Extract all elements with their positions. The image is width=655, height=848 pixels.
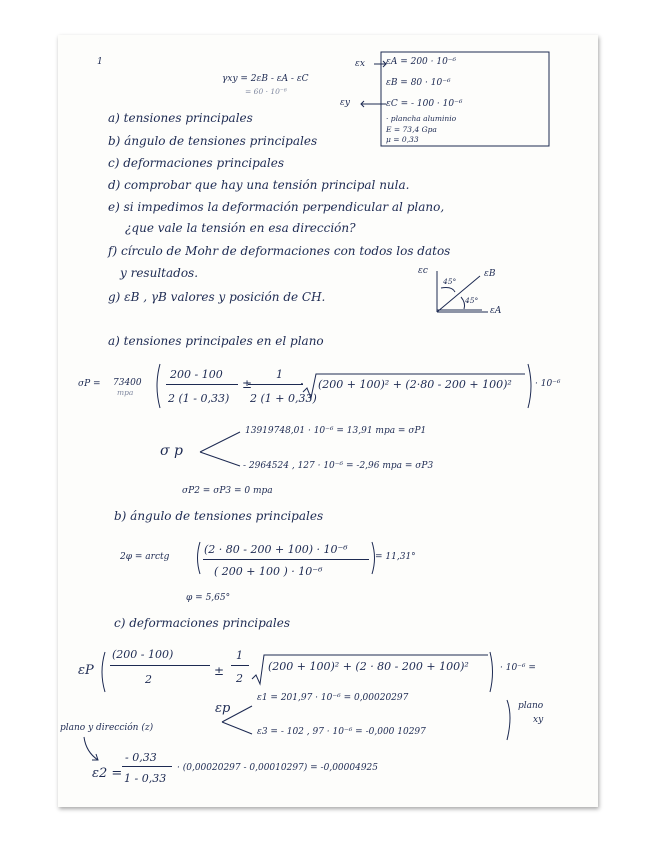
frac-e2-denominator: 1 - 0,33 (124, 772, 167, 785)
ex-label: εx (355, 59, 365, 69)
scale-a: · 10⁻⁶ (535, 379, 561, 389)
frac-c1-denominator: 2 (145, 673, 152, 686)
bracket-open (157, 364, 160, 408)
sigma-p2-result: σP2 = σP3 = 0 mpa (182, 486, 273, 496)
rosette-angle-1: 45° (443, 277, 457, 286)
frac-c1-bar (110, 665, 210, 666)
young-modulus: E = 73,4 Gpa (386, 125, 437, 134)
section-b-heading: b) ángulo de tensiones principales (114, 509, 324, 523)
direction-arrow (84, 737, 98, 760)
eps-2-lhs: ε2 = (92, 766, 123, 781)
eps-p-label: εp (215, 701, 231, 716)
split-up (200, 432, 240, 452)
strain-b-value: εB = 80 · 10⁻⁶ (386, 78, 451, 88)
frac-e2-bar (122, 766, 172, 767)
question-b: b) ángulo de tensiones principales (108, 134, 318, 148)
eps-2-result: · (0,00020297 - 0,00010297) = -0,00004925 (177, 763, 378, 773)
plus-minus: ± (242, 377, 253, 391)
sigma-p3-result: - 2964524 , 127 · 10⁻⁶ = -2,96 mpa = σP3 (243, 461, 434, 471)
frac2-bar (248, 384, 303, 385)
shear-formula: γxy = 2εB - εA - εC (222, 74, 309, 84)
frac2-denominator: 2 (1 + 0,33) (250, 392, 317, 405)
frac-c1-numerator: (200 - 100) (112, 648, 174, 661)
young-unit: mpa (117, 388, 134, 397)
strain-c-value: εC = - 100 · 10⁻⁶ (386, 99, 463, 109)
bracket-close (528, 364, 531, 408)
section-c-heading: c) deformaciones principales (114, 616, 290, 630)
two-phi-lhs: 2φ = arctg (120, 552, 170, 562)
plane-label-xy: xy (533, 715, 544, 725)
question-e-cont: ¿que vale la tensión en esa dirección? (125, 221, 356, 235)
plane-label: plano (518, 701, 544, 711)
rosette-angle-2: 45° (465, 296, 479, 305)
split-down (200, 452, 240, 466)
sqrt-argument-c: (200 + 100)² + (2 · 80 - 200 + 100)² (268, 660, 469, 673)
frac-c2-bar (231, 665, 249, 666)
phi-result: φ = 5,65° (186, 593, 231, 603)
scale-c: · 10⁻⁶ = (500, 663, 536, 673)
direction-label: plano y dirección (z) (60, 723, 154, 733)
rosette-label-a: εA (490, 306, 502, 316)
young-coef: 73400 (113, 378, 142, 388)
sqrt-argument-a: (200 + 100)² + (2·80 - 200 + 100)² (318, 378, 512, 391)
question-d: d) comprobar que hay una tensión principal nula. (108, 178, 410, 192)
question-f-cont: y resultados. (120, 266, 199, 280)
frac-c2-numerator: 1 (236, 649, 243, 662)
frac-b-denominator: ( 200 + 100 ) · 10⁻⁶ (214, 565, 323, 578)
eps-3-result: ε3 = - 102 , 97 · 10⁻⁶ = -0,000 10297 (257, 727, 426, 737)
dot: · (300, 377, 304, 391)
shear-value: = 60 · 10⁻⁶ (245, 87, 287, 96)
frac-e2-numerator: - 0,33 (125, 751, 157, 764)
sigma-p-lhs: σP = (78, 379, 101, 389)
rosette-arc-1 (441, 288, 455, 293)
eps-p-lhs: εP (78, 663, 94, 678)
page-number: 1 (97, 57, 103, 67)
frac-b-bar (203, 559, 369, 560)
frac2-numerator: 1 (276, 368, 283, 381)
frac-c2-denominator: 2 (236, 672, 243, 685)
section-a-heading: a) tensiones principales en el plano (108, 334, 324, 348)
question-g: g) εB , γB valores y posición de CH. (108, 290, 326, 304)
rosette-label-b: εB (484, 269, 496, 279)
rosette-label-c: εc (418, 266, 428, 276)
poisson-ratio: μ = 0,33 (386, 135, 419, 144)
frac1-bar (166, 384, 238, 385)
ey-label: εy (340, 98, 350, 108)
material-label: · plancha aluminio (386, 114, 457, 123)
question-a: a) tensiones principales (108, 111, 253, 125)
frac-b-numerator: (2 · 80 - 200 + 100) · 10⁻⁶ (204, 543, 348, 556)
sigma-p1-result: 13919748,01 · 10⁻⁶ = 13,91 mpa = σP1 (245, 426, 427, 436)
sigma-p-label: σ p (160, 443, 183, 459)
strain-a-value: εA = 200 · 10⁻⁶ (386, 57, 457, 67)
eps-1-result: ε1 = 201,97 · 10⁻⁶ = 0,00020297 (257, 693, 409, 703)
plus-minus-c: ± (214, 664, 225, 678)
frac1-numerator: 200 - 100 (170, 368, 223, 381)
question-c: c) deformaciones principales (108, 156, 284, 170)
question-f: f) círculo de Mohr de deformaciones con todos los datos (108, 244, 451, 258)
two-phi-result: = 11,31° (375, 552, 416, 562)
frac1-denominator: 2 (1 - 0,33) (168, 392, 230, 405)
question-e: e) si impedimos la deformación perpendicular al plano, (108, 200, 445, 214)
